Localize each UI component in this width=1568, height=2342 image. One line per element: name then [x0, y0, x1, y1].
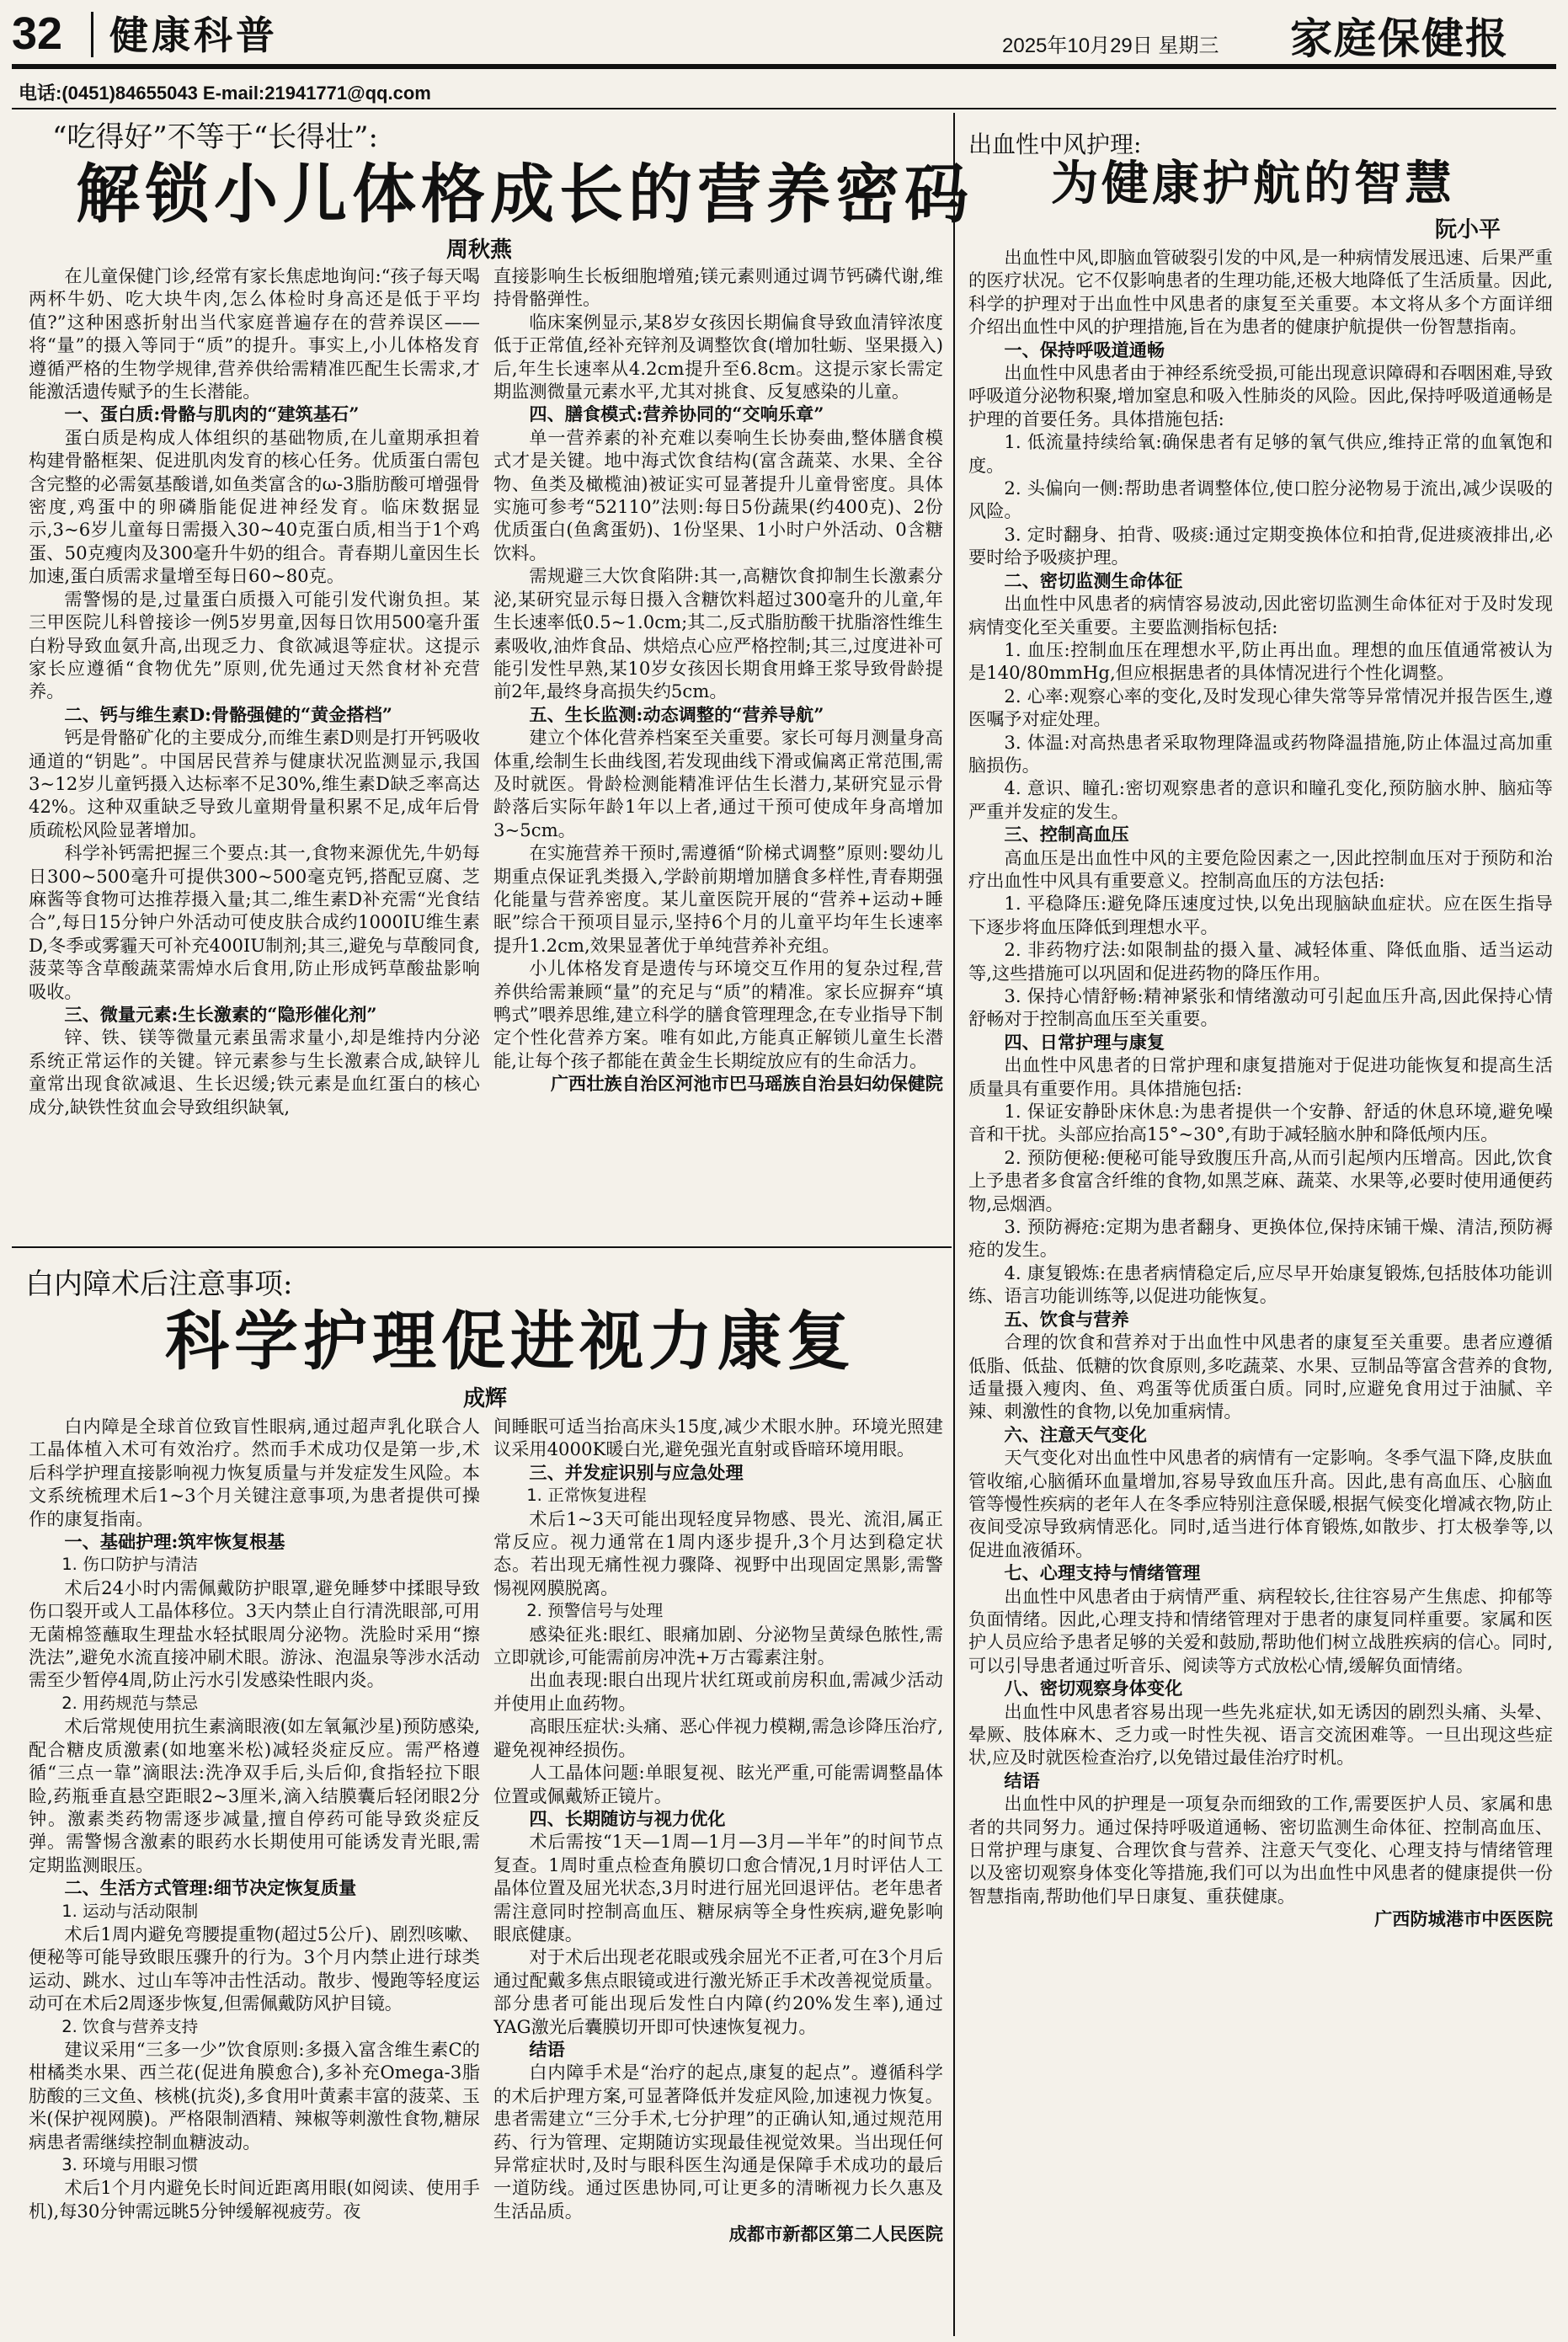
body-paragraph: 感染征兆:眼红、眼痛加剧、分泌物呈黄绿色脓性,需立即就诊,可能需前房冲洗+万古霉素注射。 — [493, 1623, 943, 1668]
body-paragraph: 出血性中风患者容易出现一些先兆症状,如无诱因的剧烈头痛、头晕、晕厥、肢体麻木、乏力或一时性失视、语言交流困难等。一旦出现这些症状,应及时就医检查治疗,以免错过最佳治疗时机。 — [968, 1700, 1553, 1769]
article2-headline: 科学护理促进视力康复 — [165, 1304, 856, 1379]
body-paragraph: 2. 预防便秘:便秘可能导致腹压升高,从而引起颅内压增高。因此,饮食上予患者多食富含纤维的食物,如黑芝麻、蔬菜、水果等,必要时使用通便药物,忌烟酒。 — [968, 1146, 1553, 1214]
section-heading: 二、生活方式管理:细节决定恢复质量 — [64, 1877, 357, 1899]
body-paragraph: 出血性中风患者由于病情严重、病程较长,往往容易产生焦虑、抑郁等负面情绪。因此,心理支持和情绪管理对于患者的康复同样重要。家属和医护人员应给予患者足够的关爱和鼓励,帮助他们树立战胜疾病的信心。同时,可以引导患者通过听音乐、阅读等方式放松心情,缓解负面情绪。 — [968, 1585, 1553, 1676]
body-paragraph: 1. 平稳降压:避免降压速度过快,以免出现脑缺血症状。应在医生指导下逐步将血压降低到理想水平。 — [968, 893, 1553, 937]
body-paragraph: 出血性中风患者由于神经系统受损,可能出现意识障碍和吞咽困难,导致呼吸道分泌物积聚,增加窒息和吸入性肺炎的风险。因此,保持呼吸道通畅是护理的首要任务。具体措施包括: — [968, 362, 1553, 429]
body-paragraph: 需警惕的是,过量蛋白质摄入可能引发代谢负担。某三甲医院儿科曾接诊一例5岁男童,因每日饮用500毫升蛋白粉导致血氨升高,出现乏力、食欲减退等症状。这提示家长应遵循“食物优先”原则,优先通过天然食材补充营养。 — [29, 588, 480, 702]
sub-heading: 1. 正常恢复进程 — [526, 1486, 647, 1506]
body-paragraph: 蛋白质是构成人体组织的基础物质,在儿童期承担着构建骨骼框架、促进肌肉发育的核心任务。优质蛋白需包含完整的必需氨基酸谱,如鱼类富含的ω-3脂肪酸可增强骨密度,鸡蛋中的卵磷脂能促进神经发育。临床数据显示,3~6岁儿童每日需摄入30~40克蛋白质,相当于1个鸡蛋、50克瘦肉及300毫升牛奶的组合。青春期儿童因生长加速,蛋白质需求量增至每日60~80克。 — [29, 426, 480, 587]
section-heading: 一、基础护理:筑牢恢复根基 — [64, 1531, 285, 1553]
section-heading: 八、密切观察身体变化 — [1004, 1678, 1183, 1699]
contact-info: 电话:(0451)84655043 E-mail:21941771@qq.com — [19, 83, 431, 104]
body-paragraph: 4. 意识、瞳孔:密切观察患者的意识和瞳孔变化,预防脑水肿、脑疝等严重并发症的发生。 — [968, 777, 1553, 822]
body-paragraph: 单一营养素的补充难以奏响生长协奏曲,整体膳食模式才是关键。地中海式饮食结构(富含蔬菜、水果、全谷物、鱼类及橄榄油)被证实可显著提升儿童骨密度。具体实施可参考“52110”法则:每日5份蔬果(约400克)、2份优质蛋白(鱼禽蛋奶)、1份坚果、1小时户外活动、0含糖饮料。 — [493, 426, 943, 563]
section-heading: 一、蛋白质:骨骼与肌肉的“建筑基石” — [64, 403, 360, 425]
body-paragraph: 锌、铁、镁等微量元素虽需求量小,却是维持内分泌系统正常运作的关键。锌元素参与生长激素合成,缺锌儿童常出现食欲减退、生长迟缓;铁元素是血红蛋白的核心成分,缺铁性贫血会导致组织缺氧, — [29, 1027, 480, 1118]
section-title: 健康科普 — [109, 13, 278, 58]
body-paragraph: 2. 非药物疗法:如限制盐的摄入量、减轻体重、降低血脂、适当运动等,这些措施可以巩固和促进药物的降压作用。 — [968, 939, 1553, 984]
article2-column-1 — [29, 1415, 480, 2333]
section-heading: 二、钙与维生素D:骨骼强健的“黄金搭档” — [64, 703, 392, 725]
section-heading: 结语 — [529, 2038, 565, 2060]
body-paragraph: 2. 心率:观察心率的变化,及时发现心律失常等异常情况并报告医生,遵医嘱予对症处理。 — [968, 685, 1553, 730]
section-heading: 三、并发症识别与应急处理 — [529, 1461, 744, 1483]
section-heading: 二、密切监测生命体征 — [1004, 569, 1183, 591]
source-attribution: 成都市新都区第二人民医院 — [728, 2223, 943, 2245]
article1-column-1 — [29, 264, 480, 1241]
body-paragraph: 术后常规使用抗生素滴眼液(如左氧氟沙星)预防感染,配合糖皮质激素(如地塞米松)减轻炎症反应。需严格遵循“三点一靠”滴眼法:洗净双手后,头后仰,食指轻拉下眼睑,药瓶垂直悬空距眼2~3厘米,滴入结膜囊后轻闭眼2分钟。激素类药物需逐步减量,擅自停药可能导致炎症反弹。需警惕含激素的眼药水长期使用可能诱发青光眼,需定期监测眼压。 — [29, 1715, 480, 1875]
section-heading: 五、生长监测:动态调整的“营养导航” — [529, 703, 824, 725]
header-rule — [12, 108, 1556, 109]
article1-column-2 — [493, 264, 943, 1241]
body-paragraph: 临床案例显示,某8岁女孩因长期偏食导致血清锌浓度低于正常值,经补充锌剂及调整饮食(增加牡蛎、坚果摄入)后,年生长速率从4.2cm提升至6.8cm。这提示家长需定期监测微量元素水平,尤其对挑食、反复感染的儿童。 — [493, 311, 943, 403]
section-heading: 四、膳食模式:营养协同的“交响乐章” — [529, 403, 824, 425]
section-heading: 三、控制高血压 — [1004, 824, 1129, 846]
newspaper-name: 家庭保健报 — [1290, 13, 1509, 63]
body-paragraph: 在儿童保健门诊,经常有家长焦虑地询问:“孩子每天喝两杯牛奶、吃大块牛肉,怎么体检时身高还是低于平均值?”这种困惑折射出当代家庭普遍存在的营养误区——将“量”的摄入等同于“质”的提升。事实上,小儿体格发育遵循严格的生物学规律,营养供给需精准匹配生长需求,才能激活遗传赋予的生长潜能。 — [29, 265, 480, 403]
masthead-rule — [12, 64, 1556, 69]
body-paragraph: 间睡眠可适当抬高床头15度,减少术眼水肿。环境光照建议采用4000K暖白光,避免强光直射或昏暗环境用眼。 — [493, 1416, 943, 1460]
body-paragraph: 3. 定时翻身、拍背、吸痰:通过定期变换体位和拍背,促进痰液排出,必要时给予吸痰护理。 — [968, 523, 1553, 568]
section-heading: 三、微量元素:生长激素的“隐形催化剂” — [64, 1004, 377, 1025]
sub-heading: 2. 用药规范与禁忌 — [61, 1693, 199, 1713]
body-paragraph: 出血性中风,即脑血管破裂引发的中风,是一种病情发展迅速、后果严重的医疗状况。它不仅影响患者的生理功能,还极大地降低了生活质量。因此,科学的护理对于出血性中风患者的康复至关重要。本文将从多个方面详细介绍出血性中风的护理措施,旨在为患者的健康护航提供一份智慧指南。 — [968, 247, 1553, 338]
article1-byline: 周秋燕 — [446, 237, 513, 263]
section-heading: 五、饮食与营养 — [1004, 1308, 1129, 1330]
body-paragraph: 建立个体化营养档案至关重要。家长可每月测量身高体重,绘制生长曲线图,若发现曲线下滑或偏离正常范围,需及时就医。骨龄检测能精准评估生长潜力,某研究显示骨龄落后实际年龄1年以上者,通过干预可使成年身高增加3~5cm。 — [493, 727, 943, 840]
sub-heading: 2. 饮食与营养支持 — [61, 2016, 199, 2036]
body-paragraph: 直接影响生长板细胞增殖;镁元素则通过调节钙磷代谢,维持骨骼弹性。 — [493, 265, 943, 310]
body-paragraph: 在实施营养干预时,需遵循“阶梯式调整”原则:婴幼儿期重点保证乳类摄入,学龄前期增加膳食多样性,青春期强化能量与营养密度。某儿童医院开展的“营养+运动+睡眠”综合干预项目显示,坚持6个月的儿童平均年生长速率提升1.2cm,效果显著优于单纯营养补充组。 — [493, 842, 943, 956]
article1-kicker: “吃得好”不等于“长得壮”: — [52, 120, 378, 154]
article-divider — [12, 1246, 952, 1248]
article2-kicker: 白内障术后注意事项: — [25, 1267, 293, 1301]
body-paragraph: 2. 头偏向一侧:帮助患者调整体位,使口腔分泌物易于流出,减少误吸的风险。 — [968, 477, 1553, 522]
body-paragraph: 合理的饮食和营养对于出血性中风患者的康复至关重要。患者应遵循低脂、低盐、低糖的饮食原则,多吃蔬菜、水果、豆制品等富含营养的食物,适量摄入瘦肉、鱼、鸡蛋等优质蛋白质。同时,应避免食用过于油腻、辛辣、刺激性的食物,以免加重病情。 — [968, 1331, 1553, 1422]
masthead-divider — [91, 12, 93, 57]
body-paragraph: 术后需按“1天—1周—1月—3月—半年”的时间节点复查。1周时重点检查角膜切口愈合情况,1月时评估人工晶体位置及屈光状态,3月时进行屈光回退评估。老年患者需注意同时控制高血压、糖尿病等全身性疾病,避免影响眼底健康。 — [493, 1831, 943, 1945]
body-paragraph: 术后1个月内避免长时间近距离用眼(如阅读、使用手机),每30分钟需远眺5分钟缓解视疲劳。夜 — [29, 2177, 480, 2222]
section-heading: 七、心理支持与情绪管理 — [1004, 1562, 1201, 1584]
body-paragraph: 4. 康复锻炼:在患者病情稳定后,应尽早开始康复锻炼,包括肢体功能训练、语言功能训练等,以促进功能恢复。 — [968, 1262, 1553, 1307]
body-paragraph: 出血性中风患者的日常护理和康复措施对于促进功能恢复和提高生活质量具有重要作用。具体措施包括: — [968, 1054, 1553, 1099]
body-paragraph: 小儿体格发育是遗传与环境交互作用的复杂过程,营养供给需兼顾“量”的充足与“质”的精准。家长应摒弃“填鸭式”喂养思维,建立科学的膳食管理理念,在专业指导下制定个性化营养方案。唯有如此,方能真正解锁儿童生长潜能,让每个孩子都能在黄金生长期绽放应有的生命活力。 — [493, 958, 943, 1071]
body-paragraph: 1. 血压:控制血压在理想水平,防止再出血。理想的血压值通常被认为是140/80mmHg,但应根据患者的具体情况进行个性化调整。 — [968, 638, 1553, 684]
sub-heading: 2. 预警信号与处理 — [526, 1601, 664, 1621]
source-attribution: 广西防城港市中医医院 — [1374, 1908, 1553, 1930]
article3-column — [968, 246, 1553, 2334]
article3-headline: 为健康护航的智慧 — [1051, 156, 1455, 211]
body-paragraph: 1. 低流量持续给氧:确保患者有足够的氧气供应,维持正常的血氧饱和度。 — [968, 431, 1553, 476]
article3-kicker: 出血性中风护理: — [968, 131, 1142, 158]
body-paragraph: 钙是骨骼矿化的主要成分,而维生素D则是打开钙吸收通道的“钥匙”。中国居民营养与健康状况监测显示,我国3~12岁儿童钙摄入达标率不足30%,维生素D缺乏率高达42%。这种双重缺乏导致儿童期骨量积累不足,成年后骨质疏松风险显著增加。 — [29, 727, 480, 840]
body-paragraph: 白内障手术是“治疗的起点,康复的起点”。遵循科学的术后护理方案,可显著降低并发症风险,加速视力恢复。患者需建立“三分手术,七分护理”的正确认知,通过规范用药、行为管理、定期随访实现最佳视觉效果。当出现任何异常症状时,及时与眼科医生沟通是保障手术成功的最后一道防线。通过医患协同,可让更多的清晰视力长久惠及生活品质。 — [493, 2062, 943, 2222]
body-paragraph: 需规避三大饮食陷阱:其一,高糖饮食抑制生长激素分泌,某研究显示每日摄入含糖饮料超过300毫升的儿童,年生长速率低0.5~1.0cm;其二,反式脂肪酸干扰脂溶性维生素吸收,油炸食品、烘焙点心应严格控制;其三,过度进补可能引发性早熟,某10岁女孩因长期食用蜂王浆导致骨龄提前2年,最终身高损失约5cm。 — [493, 565, 943, 702]
body-paragraph: 人工晶体问题:单眼复视、眩光严重,可能需调整晶体位置或佩戴矫正镜片。 — [493, 1762, 943, 1806]
body-paragraph: 3. 预防褥疮:定期为患者翻身、更换体位,保持床铺干燥、清洁,预防褥疮的发生。 — [968, 1216, 1553, 1261]
sub-heading: 1. 伤口防护与清洁 — [61, 1555, 199, 1575]
body-paragraph: 天气变化对出血性中风患者的病情有一定影响。冬季气温下降,皮肤血管收缩,心脑循环血量增加,容易导致血压升高。因此,患有高血压、心脑血管等慢性疾病的老年人在冬季应特别注意保暖,根据气候变化增减衣物,防止夜间受凉导致病情恶化。同时,适当进行体育锻炼,如散步、打太极拳等,以促进血液循环。 — [968, 1447, 1553, 1560]
body-paragraph: 3. 保持心情舒畅:精神紧张和情绪激动可引起血压升高,因此保持心情舒畅对于控制高血压至关重要。 — [968, 985, 1553, 1030]
article3-byline: 阮小平 — [1435, 217, 1501, 243]
article2-byline: 成辉 — [463, 1386, 508, 1411]
body-paragraph: 出血表现:眼白出现片状红斑或前房积血,需减少活动并使用止血药物。 — [493, 1669, 943, 1714]
page-number: 32 — [12, 8, 63, 59]
section-heading: 四、长期随访与视力优化 — [529, 1807, 726, 1829]
body-paragraph: 对于术后出现老花眼或残余屈光不正者,可在3个月后通过配戴多焦点眼镜或进行激光矫正手术改善视觉质量。部分患者可能出现后发性白内障(约20%发生率),通过YAG激光后囊膜切开即可快速恢复视力。 — [493, 1946, 943, 2037]
sub-heading: 3. 环境与用眼习惯 — [61, 2155, 199, 2174]
body-paragraph: 1. 保证安静卧床休息:为患者提供一个安静、舒适的休息环境,避免噪音和干扰。头部应抬高15°~30°,有助于减轻脑水肿和降低颅内压。 — [968, 1101, 1553, 1145]
body-paragraph: 高眼压症状:头痛、恶心伴视力模糊,需急诊降压治疗,避免视神经损伤。 — [493, 1715, 943, 1760]
body-paragraph: 白内障是全球首位致盲性眼病,通过超声乳化联合人工晶体植入术可有效治疗。然而手术成功仅是第一步,术后科学护理直接影响视力恢复质量与并发症发生风险。本文系统梳理术后1~3个月关键注意事项,为患者提供可操作的康复指南。 — [29, 1416, 480, 1529]
body-paragraph: 3. 体温:对高热患者采取物理降温或药物降温措施,防止体温过高加重脑损伤。 — [968, 731, 1553, 776]
body-paragraph: 科学补钙需把握三个要点:其一,食物来源优先,牛奶每日300~500毫升可提供300~500毫克钙,搭配豆腐、芝麻酱等食物可达推荐摄入量;其二,维生素D补充需“光食结合”,每日15分钟户外活动可使皮肤合成约1000IU维生素D,冬季或雾霾天可补充400IU制剂;其三,避免与草酸同食,菠菜等含草酸蔬菜需焯水后食用,防止形成钙草酸盐影响吸收。 — [29, 842, 480, 1002]
body-paragraph: 术后1~3天可能出现轻度异物感、畏光、流泪,属正常反应。视力通常在1周内逐步提升,3个月达到稳定状态。若出现无痛性视力骤降、视野中出现固定黑影,需警惕视网膜脱离。 — [493, 1507, 943, 1598]
article2-column-2 — [493, 1415, 943, 2333]
section-heading: 结语 — [1004, 1769, 1040, 1791]
body-paragraph: 建议采用“三多一少”饮食原则:多摄入富含维生素C的柑橘类水果、西兰花(促进角膜愈合),多补充Omega-3脂肪酸的三文鱼、核桃(抗炎),多食用叶黄素丰富的菠菜、玉米(保护视网膜)。严格限制酒精、辣椒等刺激性食物,糖尿病患者需继续控制血糖波动。 — [29, 2038, 480, 2153]
body-paragraph: 术后1周内避免弯腰提重物(超过5公斤)、剧烈咳嗽、便秘等可能导致眼压骤升的行为。3个月内禁止进行球类运动、跳水、过山车等冲击性活动。散步、慢跑等轻度运动可在术后2周逐步恢复,但需佩戴防风护目镜。 — [29, 1923, 480, 2014]
body-paragraph: 出血性中风的护理是一项复杂而细致的工作,需要医护人员、家属和患者的共同努力。通过保持呼吸道通畅、密切监测生命体征、控制高血压、日常护理与康复、合理饮食与营养、注意天气变化、心理支持与情绪管理以及密切观察身体变化等措施,我们可以为出血性中风患者的健康提供一份智慧指南,帮助他们早日康复、重获健康。 — [968, 1793, 1553, 1907]
article1-headline: 解锁小儿体格成长的营养密码 — [76, 157, 973, 232]
issue-date: 2025年10月29日 星期三 — [1002, 35, 1219, 57]
source-attribution: 广西壮族自治区河池市巴马瑶族自治县妇幼保健院 — [550, 1073, 943, 1095]
section-heading: 六、注意天气变化 — [1004, 1423, 1147, 1445]
section-heading: 四、日常护理与康复 — [1004, 1031, 1165, 1053]
body-paragraph: 术后24小时内需佩戴防护眼罩,避免睡梦中揉眼导致伤口裂开或人工晶体移位。3天内禁止自行清洗眼部,可用无菌棉签蘸取生理盐水轻拭眼周分泌物。洗脸时采用“擦洗法”,避免水流直接冲刷术眼。游泳、泡温泉等涉水活动需至少暂停4周,防止污水引发感染性眼内炎。 — [29, 1576, 480, 1691]
body-paragraph: 高血压是出血性中风的主要危险因素之一,因此控制血压对于预防和治疗出血性中风具有重要意义。控制高血压的方法包括: — [968, 846, 1553, 891]
section-heading: 一、保持呼吸道通畅 — [1004, 339, 1165, 360]
sub-heading: 1. 运动与活动限制 — [61, 1901, 199, 1921]
column-divider — [953, 113, 955, 2336]
body-paragraph: 出血性中风患者的病情容易波动,因此密切监测生命体征对于及时发现病情变化至关重要。主要监测指标包括: — [968, 593, 1553, 638]
